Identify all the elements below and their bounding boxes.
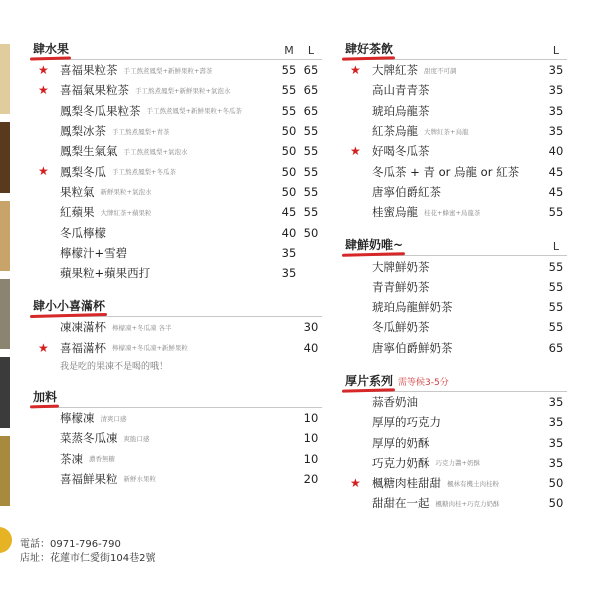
item-name: 厚厚的奶酥 bbox=[372, 435, 430, 450]
menu-item bbox=[30, 243, 322, 263]
section-header bbox=[342, 236, 567, 256]
star-icon: ★ bbox=[38, 63, 49, 77]
item-price: 55 bbox=[548, 320, 564, 335]
item-prices bbox=[278, 101, 322, 121]
menu-section bbox=[342, 236, 567, 357]
item-note: 檸檬凍+冬瓜凍+新鮮果粒 bbox=[112, 344, 188, 353]
item-price: 55 bbox=[303, 205, 319, 220]
star-icon: ★ bbox=[38, 164, 49, 179]
size-header bbox=[278, 44, 322, 57]
item-price: 35 bbox=[548, 63, 564, 78]
item-name: 唐寧伯爵鮮奶茶 bbox=[372, 340, 453, 355]
menu-item bbox=[30, 101, 322, 121]
menu-item bbox=[342, 202, 567, 222]
item-price: 45 bbox=[281, 205, 297, 220]
section-header bbox=[30, 297, 322, 317]
menu-item bbox=[30, 222, 322, 242]
item-price: 65 bbox=[303, 103, 319, 118]
item-note: 濃香無糖 bbox=[89, 455, 115, 464]
star-icon: ★ bbox=[350, 476, 361, 491]
item-name: 大牌紅茶 bbox=[372, 63, 418, 78]
item-prices bbox=[278, 141, 322, 161]
item-note: 手工熬煮鳳梨+新鮮果粒+壽茶 bbox=[123, 66, 213, 75]
menu-item bbox=[342, 432, 567, 452]
photo-strip bbox=[0, 40, 10, 510]
menu-item bbox=[30, 428, 322, 448]
item-prices bbox=[545, 182, 567, 202]
item-price: 50 bbox=[548, 496, 564, 511]
menu-item bbox=[342, 338, 567, 358]
item-prices bbox=[545, 60, 567, 80]
item-prices bbox=[545, 493, 567, 513]
item-price: 50 bbox=[281, 164, 297, 179]
item-prices bbox=[278, 263, 322, 283]
item-name: 蒜香奶油 bbox=[372, 395, 418, 409]
phone-text: 電話：0971-796-790 bbox=[20, 539, 121, 550]
item-name: 巧克力奶酥 bbox=[372, 455, 430, 470]
item-price: 65 bbox=[303, 63, 319, 78]
menu-item bbox=[30, 263, 322, 283]
menu-item bbox=[30, 317, 322, 337]
right-menu-column bbox=[342, 40, 567, 528]
size-label: M bbox=[284, 44, 294, 57]
item-name: 好喝冬瓜茶 bbox=[372, 144, 430, 159]
section-header bbox=[30, 388, 322, 408]
menu-item bbox=[342, 317, 567, 337]
item-note: 檸檬凍+冬瓜凍 各半 bbox=[112, 323, 172, 332]
item-name: 冬瓜檸檬 bbox=[60, 225, 106, 240]
photo-strip-segment bbox=[0, 357, 10, 427]
menu-item bbox=[342, 182, 567, 202]
item-price: 10 bbox=[303, 411, 319, 425]
item-price: 55 bbox=[548, 300, 564, 315]
item-name: 大牌鮮奶茶 bbox=[372, 259, 430, 274]
item-price: 20 bbox=[303, 471, 319, 486]
item-price: 55 bbox=[303, 144, 319, 159]
menu-item bbox=[342, 297, 567, 317]
item-name: 茶凍 bbox=[60, 451, 83, 466]
item-name: 鳳梨冰茶 bbox=[60, 124, 106, 139]
item-price: 65 bbox=[548, 340, 564, 355]
menu-section bbox=[342, 40, 567, 222]
item-prices bbox=[545, 256, 567, 276]
item-name: 鳳梨冬瓜 bbox=[60, 164, 106, 179]
photo-strip-segment bbox=[0, 279, 10, 349]
item-note: 手工熬煮鳳梨+新鮮果粒+冬瓜茶 bbox=[146, 107, 242, 116]
item-prices bbox=[545, 277, 567, 297]
menu-section bbox=[30, 297, 322, 374]
section-title: 肆好茶飲 bbox=[342, 40, 393, 59]
menu-section bbox=[342, 372, 567, 514]
item-prices bbox=[278, 202, 322, 222]
item-prices bbox=[545, 202, 567, 222]
item-price: 35 bbox=[548, 435, 564, 450]
item-price: 35 bbox=[281, 266, 297, 281]
address-text: 店址：花蓮市仁愛街104巷2號 bbox=[20, 553, 156, 564]
menu-item bbox=[30, 408, 322, 428]
item-prices bbox=[300, 317, 322, 337]
section-title: 肆水果 bbox=[30, 40, 69, 59]
item-price: 40 bbox=[281, 225, 297, 240]
item-price: 55 bbox=[303, 124, 319, 139]
item-note: 桂花+蜂蜜+烏龍茶 bbox=[424, 208, 481, 217]
item-name: 凍凍滿杯 bbox=[60, 320, 106, 335]
item-price: 45 bbox=[548, 164, 564, 179]
item-prices bbox=[278, 60, 322, 80]
item-prices bbox=[300, 428, 322, 448]
item-price: 55 bbox=[548, 279, 564, 294]
menu-item bbox=[342, 60, 567, 80]
item-note: 爽脆口感 bbox=[123, 434, 150, 443]
menu-item bbox=[30, 60, 322, 80]
section-title: 加料 bbox=[30, 388, 57, 407]
menu-item bbox=[30, 469, 322, 489]
section-footnote: 我是吃的果凍不是喝的哦！ bbox=[60, 362, 169, 373]
item-price: 55 bbox=[281, 103, 297, 118]
star-icon: ★ bbox=[350, 144, 361, 159]
item-price: 40 bbox=[303, 340, 319, 355]
menu-item bbox=[342, 453, 567, 473]
menu-item bbox=[342, 493, 567, 513]
item-prices bbox=[300, 469, 322, 489]
item-name: 冬瓜茶 + 青 or 烏龍 or 紅茶 bbox=[372, 164, 520, 179]
size-header bbox=[545, 44, 567, 57]
item-name: 喜福果粒茶 bbox=[60, 63, 118, 78]
item-note: 巧克力醬+奶酥 bbox=[435, 459, 480, 468]
item-price: 65 bbox=[303, 83, 319, 98]
item-name: 檸檬汁+雪碧 bbox=[60, 245, 128, 260]
item-prices bbox=[545, 297, 567, 317]
item-name: 高山青青茶 bbox=[372, 83, 430, 98]
item-prices bbox=[300, 408, 322, 428]
item-name: 唐寧伯爵紅茶 bbox=[372, 184, 441, 199]
item-price: 50 bbox=[281, 124, 297, 139]
item-price: 35 bbox=[548, 83, 564, 98]
item-prices bbox=[278, 121, 322, 141]
item-price: 55 bbox=[281, 63, 297, 78]
menu-item bbox=[30, 182, 322, 202]
item-price: 55 bbox=[548, 259, 564, 274]
item-name: 楓糖肉桂甜甜 bbox=[372, 476, 441, 491]
size-label: L bbox=[552, 44, 560, 57]
section-title: 肆鮮奶唯~ bbox=[342, 236, 403, 255]
item-note: 大牌紅茶+烏龍 bbox=[424, 127, 469, 136]
menu-item bbox=[30, 141, 322, 161]
section-title: 肆小小喜滿杯 bbox=[30, 297, 105, 316]
menu-item bbox=[342, 141, 567, 161]
item-note: 新鮮水果粒 bbox=[123, 475, 156, 484]
item-price: 50 bbox=[281, 144, 297, 159]
item-note: 新鮮果粒+氣泡水 bbox=[100, 188, 152, 197]
item-prices bbox=[545, 161, 567, 181]
photo-strip-segment bbox=[0, 44, 10, 114]
star-icon: ★ bbox=[38, 340, 49, 355]
item-price: 35 bbox=[548, 415, 564, 430]
item-price: 35 bbox=[548, 395, 564, 409]
menu-item bbox=[30, 161, 322, 181]
item-prices bbox=[278, 80, 322, 100]
item-prices bbox=[545, 141, 567, 161]
left-menu-column bbox=[30, 40, 322, 503]
item-price: 10 bbox=[303, 431, 319, 446]
photo-strip-segment bbox=[0, 201, 10, 271]
item-name: 青青鮮奶茶 bbox=[372, 279, 430, 294]
item-price: 10 bbox=[303, 451, 319, 466]
item-price: 35 bbox=[281, 245, 297, 260]
item-name: 蘋果粒+蘋果西打 bbox=[60, 266, 151, 281]
item-price: 35 bbox=[548, 103, 564, 118]
menu-item bbox=[342, 121, 567, 141]
item-note: 甜度不可調 bbox=[424, 66, 457, 75]
item-prices bbox=[545, 453, 567, 473]
item-note: 手工熬煮鳳梨+青茶 bbox=[112, 127, 170, 136]
item-name: 喜福氣果粒茶 bbox=[60, 83, 129, 98]
item-name: 菜蒸冬瓜凍 bbox=[60, 431, 118, 446]
item-name: 鳳梨生氣氣 bbox=[60, 144, 118, 159]
item-price: 55 bbox=[303, 184, 319, 199]
item-prices bbox=[278, 222, 322, 242]
item-price: 50 bbox=[281, 184, 297, 199]
item-prices bbox=[545, 317, 567, 337]
menu-item bbox=[342, 473, 567, 493]
item-price: 45 bbox=[548, 184, 564, 199]
size-label: L bbox=[307, 44, 315, 57]
item-price: 55 bbox=[281, 83, 297, 98]
item-note: 清爽口感 bbox=[100, 414, 127, 423]
star-icon: ★ bbox=[38, 83, 49, 98]
item-name: 冬瓜鮮奶茶 bbox=[372, 320, 430, 335]
menu-item bbox=[30, 121, 322, 141]
photo-strip-segment bbox=[0, 122, 10, 192]
item-name: 喜福滿杯 bbox=[60, 340, 106, 355]
menu-section bbox=[30, 388, 322, 489]
item-prices bbox=[545, 338, 567, 358]
star-icon: ★ bbox=[350, 63, 361, 77]
section-subtitle: 需等候3-5分 bbox=[398, 377, 449, 388]
item-prices bbox=[300, 448, 322, 468]
item-price: 30 bbox=[303, 320, 319, 335]
item-prices bbox=[545, 101, 567, 121]
menu-item bbox=[30, 338, 322, 358]
item-price: 55 bbox=[548, 205, 564, 220]
menu-item bbox=[342, 392, 567, 412]
menu-item bbox=[342, 80, 567, 100]
item-prices bbox=[545, 473, 567, 493]
item-name: 桂蜜烏龍 bbox=[372, 205, 418, 220]
menu-item bbox=[30, 202, 322, 222]
size-label: L bbox=[552, 240, 560, 254]
menu-item bbox=[342, 161, 567, 181]
item-price: 35 bbox=[548, 124, 564, 139]
item-name: 紅茶烏龍 bbox=[372, 124, 418, 139]
item-prices bbox=[278, 182, 322, 202]
item-prices bbox=[278, 161, 322, 181]
item-prices bbox=[545, 432, 567, 452]
menu-item bbox=[342, 412, 567, 432]
item-prices bbox=[545, 80, 567, 100]
item-name: 甜甜在一起 bbox=[372, 496, 430, 511]
item-prices bbox=[545, 412, 567, 432]
menu-section bbox=[30, 40, 322, 283]
item-name: 檸檬凍 bbox=[60, 411, 95, 425]
item-price: 50 bbox=[548, 476, 564, 491]
section-header bbox=[30, 40, 322, 60]
item-name: 厚厚的巧克力 bbox=[372, 415, 441, 430]
menu-item bbox=[342, 256, 567, 276]
item-note: 楓糖肉桂+巧克力奶酥 bbox=[435, 499, 500, 508]
item-prices bbox=[300, 338, 322, 358]
shop-logo bbox=[0, 527, 12, 553]
item-note: 手工熬煮鳳梨+氣泡水 bbox=[123, 147, 188, 156]
item-prices bbox=[278, 243, 322, 263]
item-name: 琥珀烏龍鮮奶茶 bbox=[372, 300, 453, 315]
item-name: 果粒氣 bbox=[60, 184, 95, 199]
item-price: 55 bbox=[303, 164, 319, 179]
item-note: 楓林有機土肉桂粉 bbox=[447, 479, 499, 488]
item-price: 50 bbox=[303, 225, 319, 240]
section-header bbox=[342, 40, 567, 60]
section-title: 厚片系列 bbox=[342, 372, 393, 391]
size-header bbox=[545, 240, 567, 253]
item-prices bbox=[545, 392, 567, 412]
item-prices bbox=[545, 121, 567, 141]
item-note: 手工熬煮鳳梨+新鮮果粒+氣泡水 bbox=[135, 86, 231, 95]
menu-item bbox=[30, 80, 322, 100]
item-price: 35 bbox=[548, 455, 564, 470]
item-note: 手工熬煮鳳梨+冬瓜茶 bbox=[112, 168, 176, 177]
item-name: 紅蘋果 bbox=[60, 205, 95, 220]
photo-strip-segment bbox=[0, 436, 10, 506]
menu-item bbox=[30, 448, 322, 468]
item-name: 鳳梨冬瓜果粒茶 bbox=[60, 103, 141, 118]
menu-item bbox=[342, 101, 567, 121]
section-header bbox=[342, 372, 567, 392]
item-price: 40 bbox=[548, 144, 564, 159]
item-name: 喜福鮮果粒 bbox=[60, 471, 118, 486]
item-note: 大牌紅茶+蘋果粒 bbox=[100, 208, 152, 217]
menu-item bbox=[342, 277, 567, 297]
item-name: 琥珀烏龍茶 bbox=[372, 103, 430, 118]
